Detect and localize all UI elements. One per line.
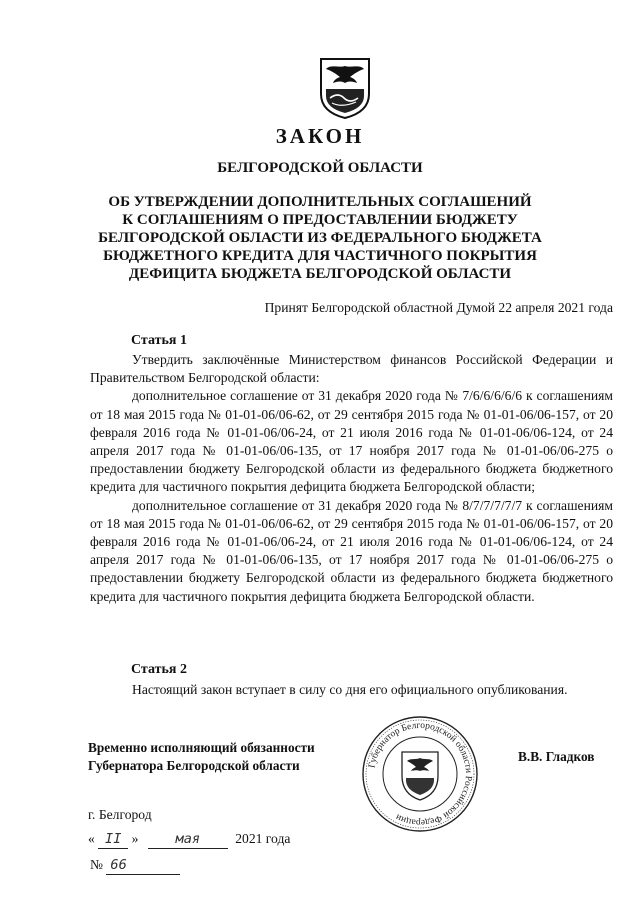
law-number [90,856,180,875]
date-open-quote: « [88,831,95,846]
signing-date [88,830,290,849]
document-title: ЗАКОН [275,124,365,148]
article1-body [90,351,613,606]
seal-text: Губернатор Белгородской области Российской Федерации [367,720,474,828]
coat-of-arms-emblem [318,56,372,120]
official-seal [360,714,480,834]
article2-label: Статья 2 [131,662,187,677]
signer-position-line: Временно исполняющий обязанности [88,740,315,755]
heading-line: К СОГЛАШЕНИЯМ О ПРЕДОСТАВЛЕНИИ БЮДЖЕТУ [122,212,518,228]
number-sign: № [90,857,103,872]
date-day: II [98,830,128,849]
heading-line: БЕЛГОРОДСКОЙ ОБЛАСТИ ИЗ ФЕДЕРАЛЬНОГО БЮДЖЕТА [98,230,542,246]
article2-text: Настоящий закон вступает в силу со дня его официального опубликования. [132,682,568,697]
date-year: 2021 года [235,831,291,846]
heading-line: ДЕФИЦИТА БЮДЖЕТА БЕЛГОРОДСКОЙ ОБЛАСТИ [128,266,512,282]
article1-item: дополнительное соглашение от 31 декабря 2020 года № 7/6/6/6/6/6 к соглашениям от 18 мая 2015 года № 01-01-06/06-62, от 29 сентября 2015 года № 01-01-06/06-157, от 20 февраля 2016 года № 01-01-06/06-24, от 21 июля 2016 года № 01-01-06/06-124, от 24 апреля 2017 года № 01-01-06/06-135, от 17 ноября 2017 года № 01-01-06/06-275 о предоставлении бюджету Белгородской области из федерального бюджета бюджетного кредита для частичного покрытия дефицита бюджета Белгородской области; [90,388,613,495]
article1-intro: Утвердить заключённые Министерством финансов Российской Федерации и Правительством Белгородской области: [90,352,613,386]
adoption-note: Принят Белгородской областной Думой 22 апреля 2021 года [264,300,613,315]
date-close-quote: » [131,831,139,846]
law-heading [0,193,640,283]
date-month: мая [148,830,228,849]
region-name: БЕЛГОРОДСКОЙ ОБЛАСТИ [217,160,423,176]
heading-line: ОБ УТВЕРЖДЕНИИ ДОПОЛНИТЕЛЬНЫХ СОГЛАШЕНИЙ [108,194,532,210]
article1-label: Статья 1 [131,333,187,348]
number-value: 66 [106,856,180,875]
place-of-signing: г. Белгород [88,807,152,822]
heading-line: БЮДЖЕТНОГО КРЕДИТА ДЛЯ ЧАСТИЧНОГО ПОКРЫТИЯ [103,248,537,264]
article1-item: дополнительное соглашение от 31 декабря 2020 года № 8/7/7/7/7/7 к соглашениям от 18 мая 2015 года № 01-01-06/06-62, от 29 сентября 2015 года № 01-01-06/06-157, от 20 февраля 2016 года № 01-01-06/06-24, от 21 июля 2016 года № 01-01-06/06-124, от 24 апреля 2017 года № 01-01-06/06-135, от 17 ноября 2017 года № 01-01-06/06-275 о предоставлении бюджету Белгородской области из федерального бюджета бюджетного кредита для частичного покрытия дефицита бюджета Белгородской области. [90,497,613,604]
signer-position-line: Губернатора Белгородской области [88,758,300,773]
signer-position [88,739,315,775]
signer-name: В.В. Гладков [518,749,595,764]
